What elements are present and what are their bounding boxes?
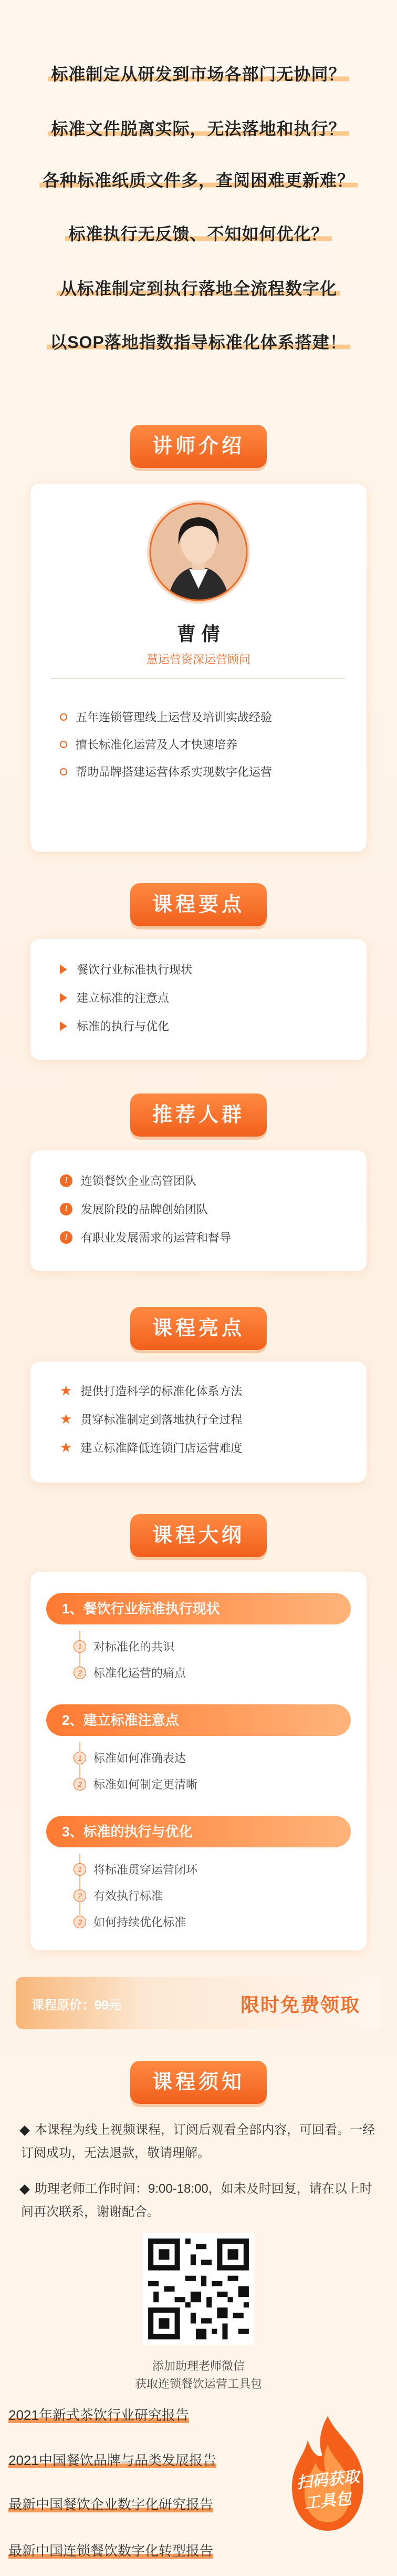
section-title-highlights: 课程亮点 [130, 1307, 267, 1350]
outline-card [30, 1572, 367, 1950]
play-icon [60, 993, 67, 1003]
section-title-key-points: 课程要点 [130, 883, 267, 926]
highlight-item: ★ 提供打造科学的标准化体系方法 [60, 1383, 243, 1398]
key-points-card [30, 939, 367, 1060]
notice-item: 助理老师工作时间：9:00-18:00，如未及时回复，请在以上时间再次联系，谢谢配合。 [21, 2178, 376, 2224]
alert-icon: ! [60, 1174, 72, 1187]
instructor-title: 慧运营资深运营顾问 [146, 653, 250, 666]
alert-icon: ! [60, 1203, 72, 1215]
report-link[interactable]: 2021中国餐饮品牌与品类发展报告 [8, 2452, 216, 2468]
hero-question: 标准制定从研发到市场各部门无协同？ [0, 61, 397, 85]
diamond-icon [19, 2184, 30, 2195]
free-claim-button[interactable]: 限时免费领取 [240, 1994, 360, 2016]
section-title-audience: 推荐人群 [130, 1093, 267, 1137]
key-point-item: 建立标准的注意点 [60, 989, 169, 1006]
play-icon [60, 1021, 67, 1031]
outline-subitem: 1 将标准贯穿运营闭环 [74, 1861, 197, 1877]
highlight-item: ★ 贯穿标准制定到落地执行全过程 [60, 1411, 243, 1427]
key-point-item: 餐饮行业标准执行现状 [60, 961, 192, 977]
instructor-bullet: 擅长标准化运营及人才快速培养 [60, 736, 237, 752]
star-icon: ★ [60, 1439, 72, 1455]
alert-icon: ! [60, 1231, 72, 1244]
instructor-avatar [146, 499, 251, 605]
hero-question: 标准执行无反馈、不知如何优化？ [0, 221, 397, 245]
outline-module-title: 3、标准的执行与优化 [46, 1816, 351, 1847]
star-icon: ★ [60, 1383, 72, 1398]
price-bar [16, 1977, 381, 2029]
outline-module-title: 2、建立标准注意点 [46, 1704, 351, 1736]
instructor-name: 曹 倩 [176, 623, 220, 645]
play-icon [60, 965, 67, 974]
toolkit-badge[interactable] [280, 2413, 375, 2534]
audience-item: ! 有职业发展需求的运营和督导 [60, 1229, 231, 1245]
hero-question: 从标准制定到执行落地全流程数字化 [0, 275, 397, 300]
outline-subitem: 1 对标准化的共识 [74, 1638, 174, 1654]
section-title-outline: 课程大纲 [130, 1514, 267, 1557]
badge-text: 扫码获取 [295, 2468, 360, 2492]
instructor-card [30, 484, 367, 852]
divider [51, 678, 346, 679]
outline-subitem: 2 有效执行标准 [74, 1887, 163, 1904]
outline-subitem: 2 标准化运营的痛点 [74, 1664, 186, 1681]
hero-question: 各种标准纸质文件多，查阅困难更新难？ [0, 167, 397, 191]
price-original: 课程原价：99元 [32, 1998, 121, 2012]
qr-caption: 获取连锁餐饮运营工具包 [134, 2377, 262, 2390]
hero-questions [0, 0, 397, 400]
diamond-icon [19, 2125, 30, 2136]
instructor-bullet: 帮助品牌搭建运营体系实现数字化运营 [60, 763, 272, 780]
hero-question: 以SOP落地指数指导标准化体系搭建！ [0, 329, 397, 353]
audience-item: ! 发展阶段的品牌创始团队 [60, 1201, 208, 1217]
outline-subitem: 3 如何持续优化标准 [74, 1914, 186, 1930]
section-title-notice: 课程须知 [130, 2061, 267, 2104]
qr-code[interactable] [143, 2233, 254, 2345]
section-title-instructor: 讲师介绍 [130, 425, 267, 468]
key-point-item: 标准的执行与优化 [60, 1018, 169, 1034]
report-link[interactable]: 最新中国连锁餐饮数字化转型报告 [8, 2543, 214, 2559]
hero-question: 标准文件脱离实际，无法落地和执行？ [0, 116, 397, 140]
report-link[interactable]: 最新中国餐饮企业数字化研究报告 [8, 2497, 214, 2512]
highlights-card [30, 1362, 367, 1483]
highlight-item: ★ 建立标准降低连锁门店运营难度 [60, 1439, 243, 1455]
notice-item: 本课程为线上视频课程，订阅后观看全部内容，可回看。一经订阅成功，无法退款，敬请理解。 [21, 2119, 376, 2165]
instructor-bullet: 五年连锁管理线上运营及培训实战经验 [60, 709, 272, 725]
audience-card [30, 1150, 367, 1271]
outline-module-title: 1、餐饮行业标准执行现状 [46, 1593, 351, 1624]
badge-text: 工具包 [303, 2490, 352, 2512]
outline-subitem: 1 标准如何准确表达 [74, 1750, 186, 1766]
star-icon: ★ [60, 1411, 72, 1427]
report-link[interactable]: 2021年新式茶饮行业研究报告 [8, 2407, 189, 2423]
qr-caption: 添加助理老师微信 [152, 2359, 245, 2373]
outline-subitem: 2 标准如何制定更清晰 [74, 1776, 197, 1792]
audience-item: ! 连锁餐饮企业高管团队 [60, 1172, 196, 1189]
